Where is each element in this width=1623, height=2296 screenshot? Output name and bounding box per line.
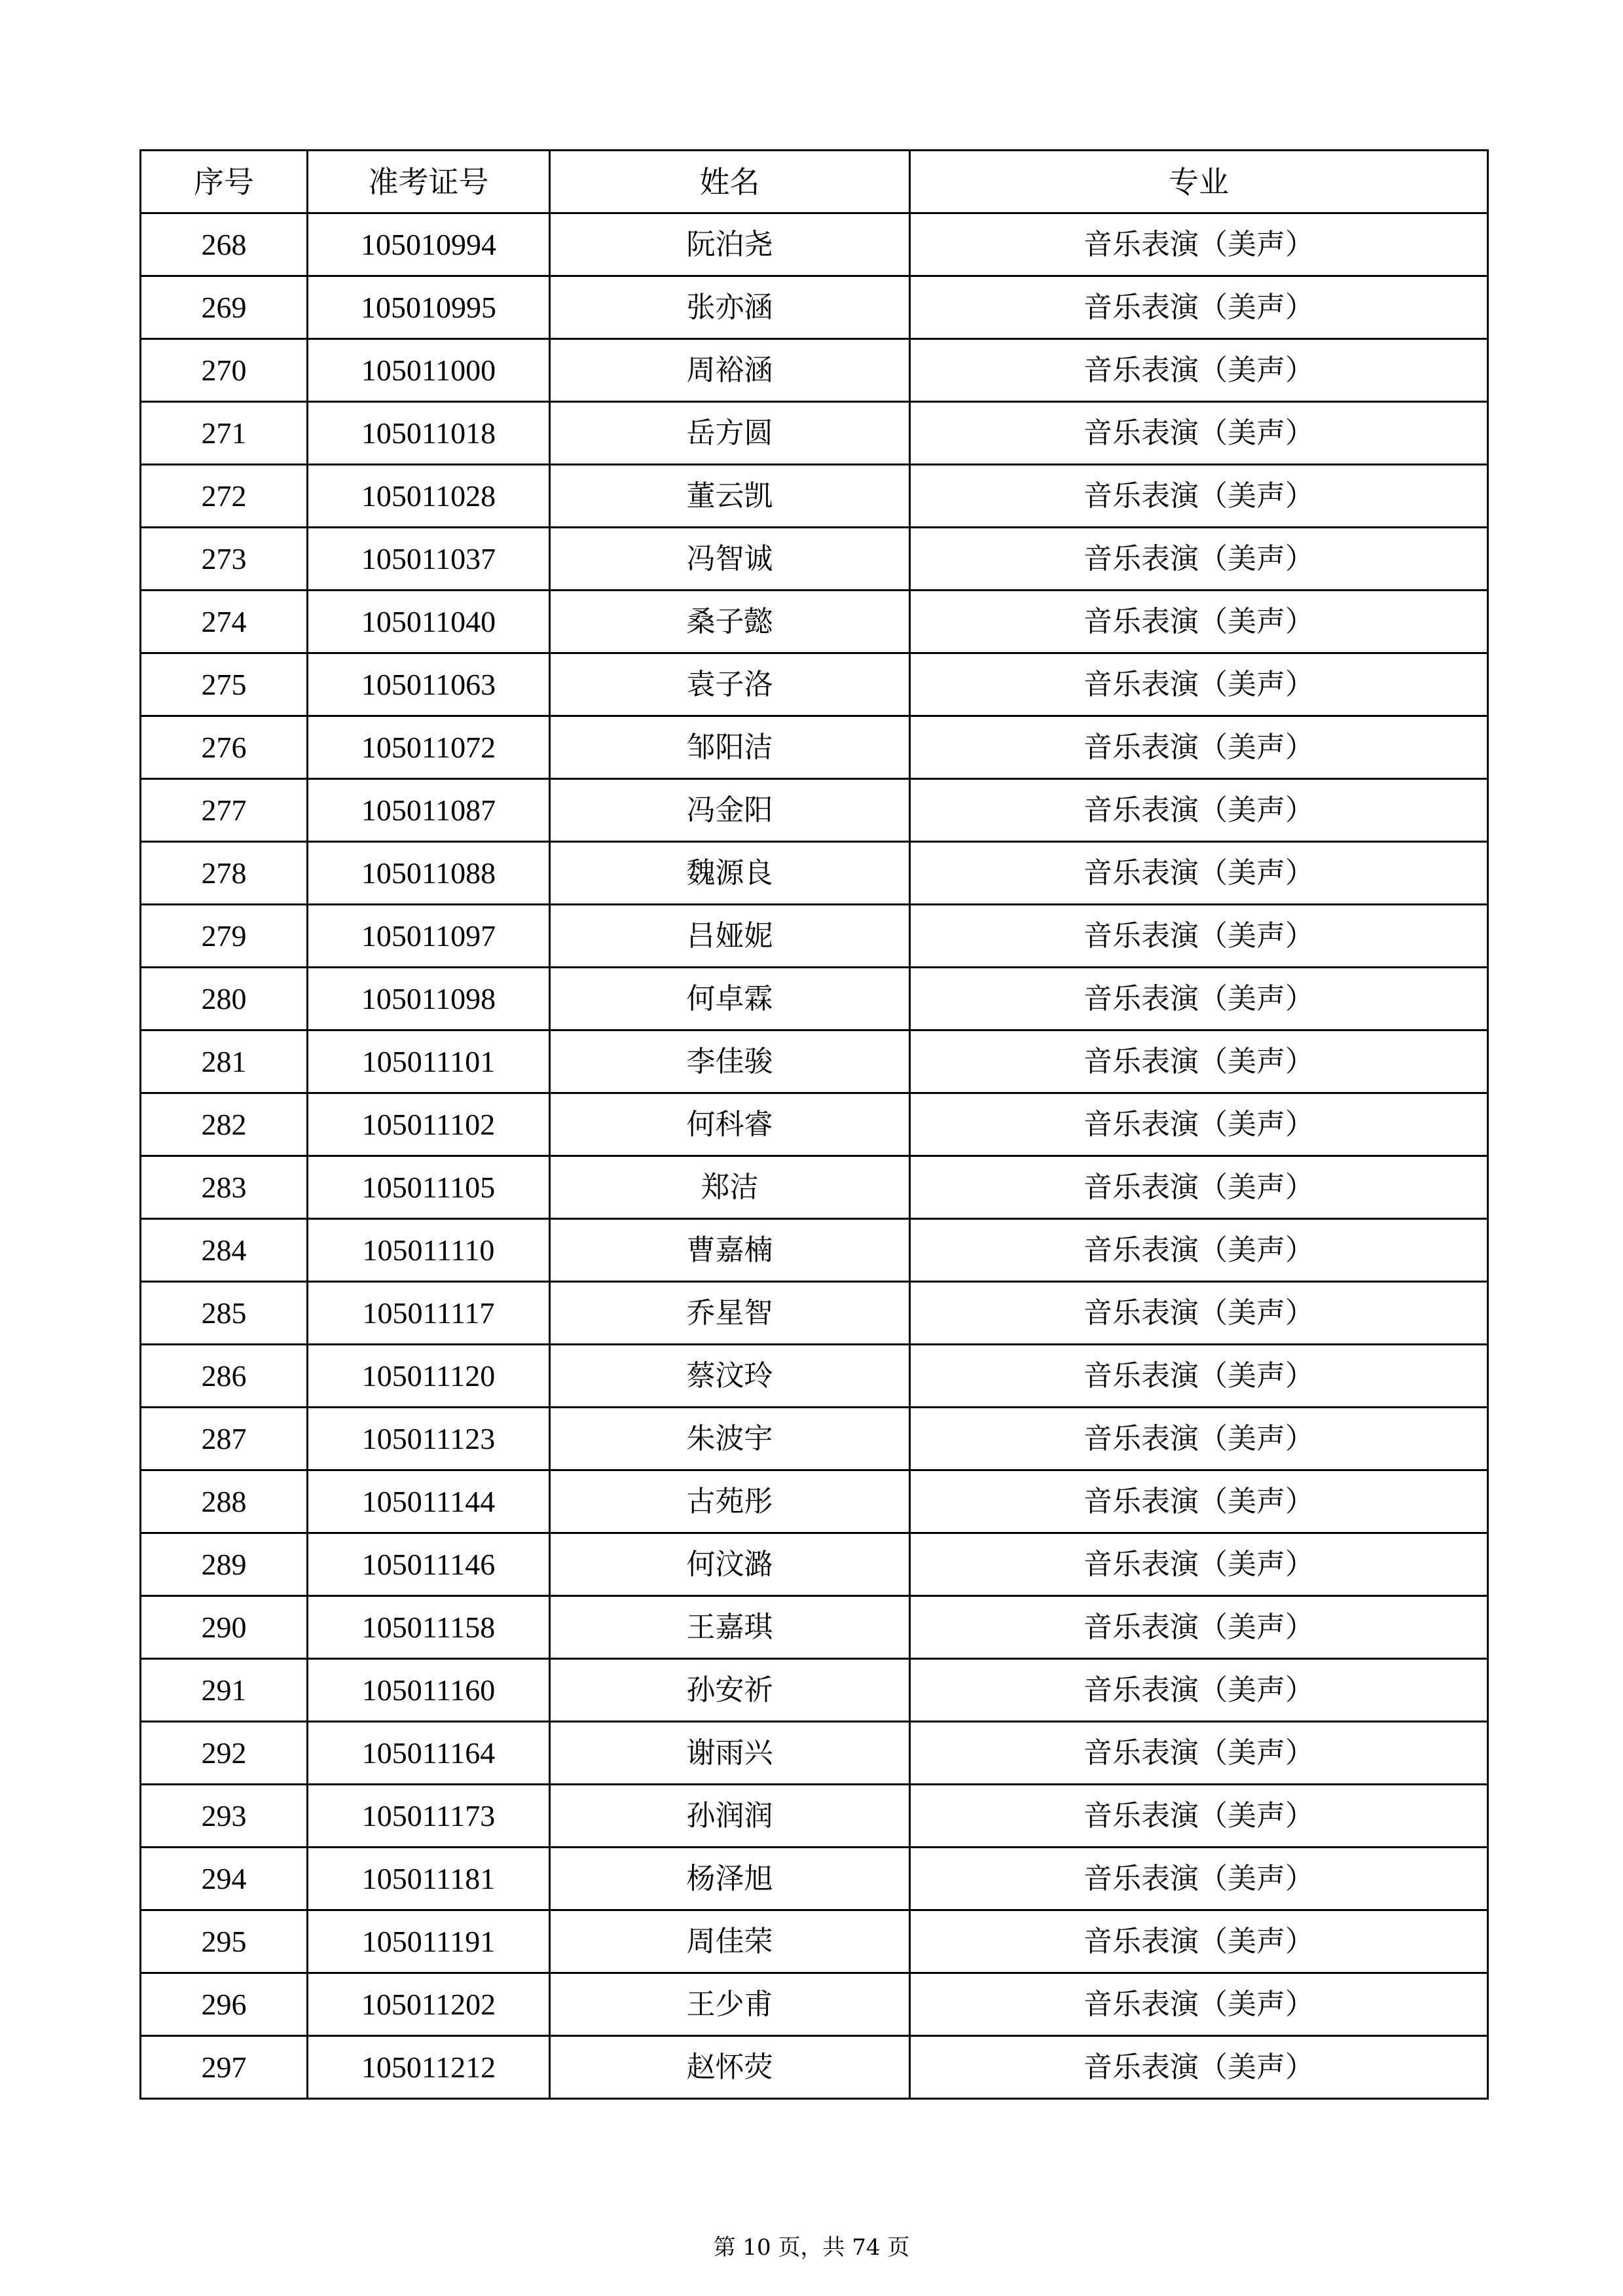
table-row: [141, 842, 1488, 905]
exam-id-cell: 105011144: [308, 1470, 550, 1533]
major-cell: 音乐表演（美声）: [910, 276, 1488, 339]
table-row: [141, 653, 1488, 716]
exam-id-cell: 105011087: [308, 779, 550, 842]
major-cell: 音乐表演（美声）: [910, 1282, 1488, 1345]
name-cell: 郑洁: [550, 1156, 910, 1219]
name-cell: 王少甫: [550, 1973, 910, 2036]
exam-id-cell: 105011160: [308, 1659, 550, 1722]
major-cell: 音乐表演（美声）: [910, 842, 1488, 905]
header-exam-id: 准考证号: [308, 151, 550, 213]
exam-id-cell: 105011040: [308, 591, 550, 653]
table-row: [141, 339, 1488, 402]
major-cell: 音乐表演（美声）: [910, 1848, 1488, 1910]
serial-cell: 270: [141, 339, 308, 402]
exam-id-cell: 105011191: [308, 1910, 550, 1973]
exam-id-cell: 105011120: [308, 1345, 550, 1408]
table-row: [141, 1470, 1488, 1533]
serial-cell: 274: [141, 591, 308, 653]
table-row: [141, 905, 1488, 968]
exam-id-cell: 105011105: [308, 1156, 550, 1219]
serial-cell: 280: [141, 968, 308, 1030]
serial-cell: 271: [141, 402, 308, 465]
table-row: [141, 1345, 1488, 1408]
name-cell: 阮泊尧: [550, 213, 910, 276]
table-row: [141, 1408, 1488, 1470]
table-row: [141, 1219, 1488, 1282]
serial-cell: 292: [141, 1722, 308, 1785]
exam-id-cell: 105011123: [308, 1408, 550, 1470]
serial-cell: 279: [141, 905, 308, 968]
exam-id-cell: 105011202: [308, 1973, 550, 2036]
serial-cell: 282: [141, 1093, 308, 1156]
name-cell: 古苑彤: [550, 1470, 910, 1533]
name-cell: 袁子洛: [550, 653, 910, 716]
serial-cell: 276: [141, 716, 308, 779]
table-row: [141, 1596, 1488, 1659]
exam-id-cell: 105011028: [308, 465, 550, 528]
exam-id-cell: 105011146: [308, 1533, 550, 1596]
major-cell: 音乐表演（美声）: [910, 779, 1488, 842]
serial-cell: 293: [141, 1785, 308, 1848]
candidate-table: [139, 149, 1489, 2100]
table-row: [141, 1848, 1488, 1910]
serial-cell: 283: [141, 1156, 308, 1219]
serial-cell: 286: [141, 1345, 308, 1408]
exam-id-cell: 105010995: [308, 276, 550, 339]
name-cell: 蔡汶玲: [550, 1345, 910, 1408]
table-row: [141, 591, 1488, 653]
exam-id-cell: 105011037: [308, 528, 550, 591]
major-cell: 音乐表演（美声）: [910, 1973, 1488, 2036]
exam-id-cell: 105011097: [308, 905, 550, 968]
serial-cell: 278: [141, 842, 308, 905]
serial-cell: 295: [141, 1910, 308, 1973]
table-row: [141, 968, 1488, 1030]
serial-cell: 291: [141, 1659, 308, 1722]
major-cell: 音乐表演（美声）: [910, 1030, 1488, 1093]
name-cell: 王嘉琪: [550, 1596, 910, 1659]
exam-id-cell: 105011117: [308, 1282, 550, 1345]
name-cell: 吕娅妮: [550, 905, 910, 968]
serial-cell: 272: [141, 465, 308, 528]
name-cell: 乔星智: [550, 1282, 910, 1345]
exam-id-cell: 105011173: [308, 1785, 550, 1848]
name-cell: 邹阳洁: [550, 716, 910, 779]
serial-cell: 281: [141, 1030, 308, 1093]
table-row: [141, 2036, 1488, 2099]
major-cell: 音乐表演（美声）: [910, 1910, 1488, 1973]
name-cell: 桑子懿: [550, 591, 910, 653]
table-row: [141, 276, 1488, 339]
exam-id-cell: 105011181: [308, 1848, 550, 1910]
table-row: [141, 528, 1488, 591]
exam-id-cell: 105011072: [308, 716, 550, 779]
major-cell: 音乐表演（美声）: [910, 528, 1488, 591]
serial-cell: 289: [141, 1533, 308, 1596]
major-cell: 音乐表演（美声）: [910, 465, 1488, 528]
table-row: [141, 1030, 1488, 1093]
table-row: [141, 1093, 1488, 1156]
major-cell: 音乐表演（美声）: [910, 339, 1488, 402]
name-cell: 魏源良: [550, 842, 910, 905]
exam-id-cell: 105011018: [308, 402, 550, 465]
major-cell: 音乐表演（美声）: [910, 1093, 1488, 1156]
major-cell: 音乐表演（美声）: [910, 1470, 1488, 1533]
table-row: [141, 402, 1488, 465]
serial-cell: 287: [141, 1408, 308, 1470]
major-cell: 音乐表演（美声）: [910, 1533, 1488, 1596]
name-cell: 何汶潞: [550, 1533, 910, 1596]
page-footer: 第 10 页，共 74 页: [713, 2234, 910, 2261]
exam-id-cell: 105011102: [308, 1093, 550, 1156]
serial-cell: 294: [141, 1848, 308, 1910]
name-cell: 周裕涵: [550, 339, 910, 402]
serial-cell: 277: [141, 779, 308, 842]
header-serial: 序号: [141, 151, 308, 213]
major-cell: 音乐表演（美声）: [910, 213, 1488, 276]
exam-id-cell: 105011088: [308, 842, 550, 905]
name-cell: 孙安祈: [550, 1659, 910, 1722]
table-row: [141, 465, 1488, 528]
table-row: [141, 1659, 1488, 1722]
major-cell: 音乐表演（美声）: [910, 1156, 1488, 1219]
major-cell: 音乐表演（美声）: [910, 402, 1488, 465]
serial-cell: 275: [141, 653, 308, 716]
name-cell: 孙润润: [550, 1785, 910, 1848]
name-cell: 赵怀荧: [550, 2036, 910, 2099]
name-cell: 曹嘉楠: [550, 1219, 910, 1282]
table-row: [141, 779, 1488, 842]
table-row: [141, 1785, 1488, 1848]
name-cell: 冯智诚: [550, 528, 910, 591]
major-cell: 音乐表演（美声）: [910, 1722, 1488, 1785]
serial-cell: 288: [141, 1470, 308, 1533]
table-row: [141, 716, 1488, 779]
major-cell: 音乐表演（美声）: [910, 2036, 1488, 2099]
name-cell: 李佳骏: [550, 1030, 910, 1093]
name-cell: 谢雨兴: [550, 1722, 910, 1785]
name-cell: 杨泽旭: [550, 1848, 910, 1910]
exam-id-cell: 105011164: [308, 1722, 550, 1785]
name-cell: 岳方圆: [550, 402, 910, 465]
major-cell: 音乐表演（美声）: [910, 653, 1488, 716]
serial-cell: 296: [141, 1973, 308, 2036]
serial-cell: 285: [141, 1282, 308, 1345]
exam-id-cell: 105011212: [308, 2036, 550, 2099]
exam-id-cell: 105010994: [308, 213, 550, 276]
name-cell: 周佳荣: [550, 1910, 910, 1973]
serial-cell: 290: [141, 1596, 308, 1659]
header-name: 姓名: [550, 151, 910, 213]
table-body: [141, 213, 1488, 2099]
serial-cell: 268: [141, 213, 308, 276]
name-cell: 朱波宇: [550, 1408, 910, 1470]
exam-id-cell: 105011063: [308, 653, 550, 716]
major-cell: 音乐表演（美声）: [910, 1408, 1488, 1470]
table-row: [141, 1722, 1488, 1785]
name-cell: 张亦涵: [550, 276, 910, 339]
serial-cell: 284: [141, 1219, 308, 1282]
name-cell: 何卓霖: [550, 968, 910, 1030]
header-major: 专业: [910, 151, 1488, 213]
table-header-row: [141, 151, 1488, 213]
table-row: [141, 1156, 1488, 1219]
table-row: [141, 1973, 1488, 2036]
serial-cell: 273: [141, 528, 308, 591]
exam-id-cell: 105011000: [308, 339, 550, 402]
major-cell: 音乐表演（美声）: [910, 716, 1488, 779]
name-cell: 董云凯: [550, 465, 910, 528]
exam-id-cell: 105011110: [308, 1219, 550, 1282]
major-cell: 音乐表演（美声）: [910, 1345, 1488, 1408]
exam-id-cell: 105011158: [308, 1596, 550, 1659]
name-cell: 何科睿: [550, 1093, 910, 1156]
exam-id-cell: 105011098: [308, 968, 550, 1030]
serial-cell: 297: [141, 2036, 308, 2099]
major-cell: 音乐表演（美声）: [910, 968, 1488, 1030]
major-cell: 音乐表演（美声）: [910, 1659, 1488, 1722]
major-cell: 音乐表演（美声）: [910, 1785, 1488, 1848]
table-row: [141, 1533, 1488, 1596]
serial-cell: 269: [141, 276, 308, 339]
table-row: [141, 1910, 1488, 1973]
table-row: [141, 1282, 1488, 1345]
major-cell: 音乐表演（美声）: [910, 905, 1488, 968]
name-cell: 冯金阳: [550, 779, 910, 842]
major-cell: 音乐表演（美声）: [910, 1219, 1488, 1282]
exam-id-cell: 105011101: [308, 1030, 550, 1093]
major-cell: 音乐表演（美声）: [910, 1596, 1488, 1659]
major-cell: 音乐表演（美声）: [910, 591, 1488, 653]
table-row: [141, 213, 1488, 276]
